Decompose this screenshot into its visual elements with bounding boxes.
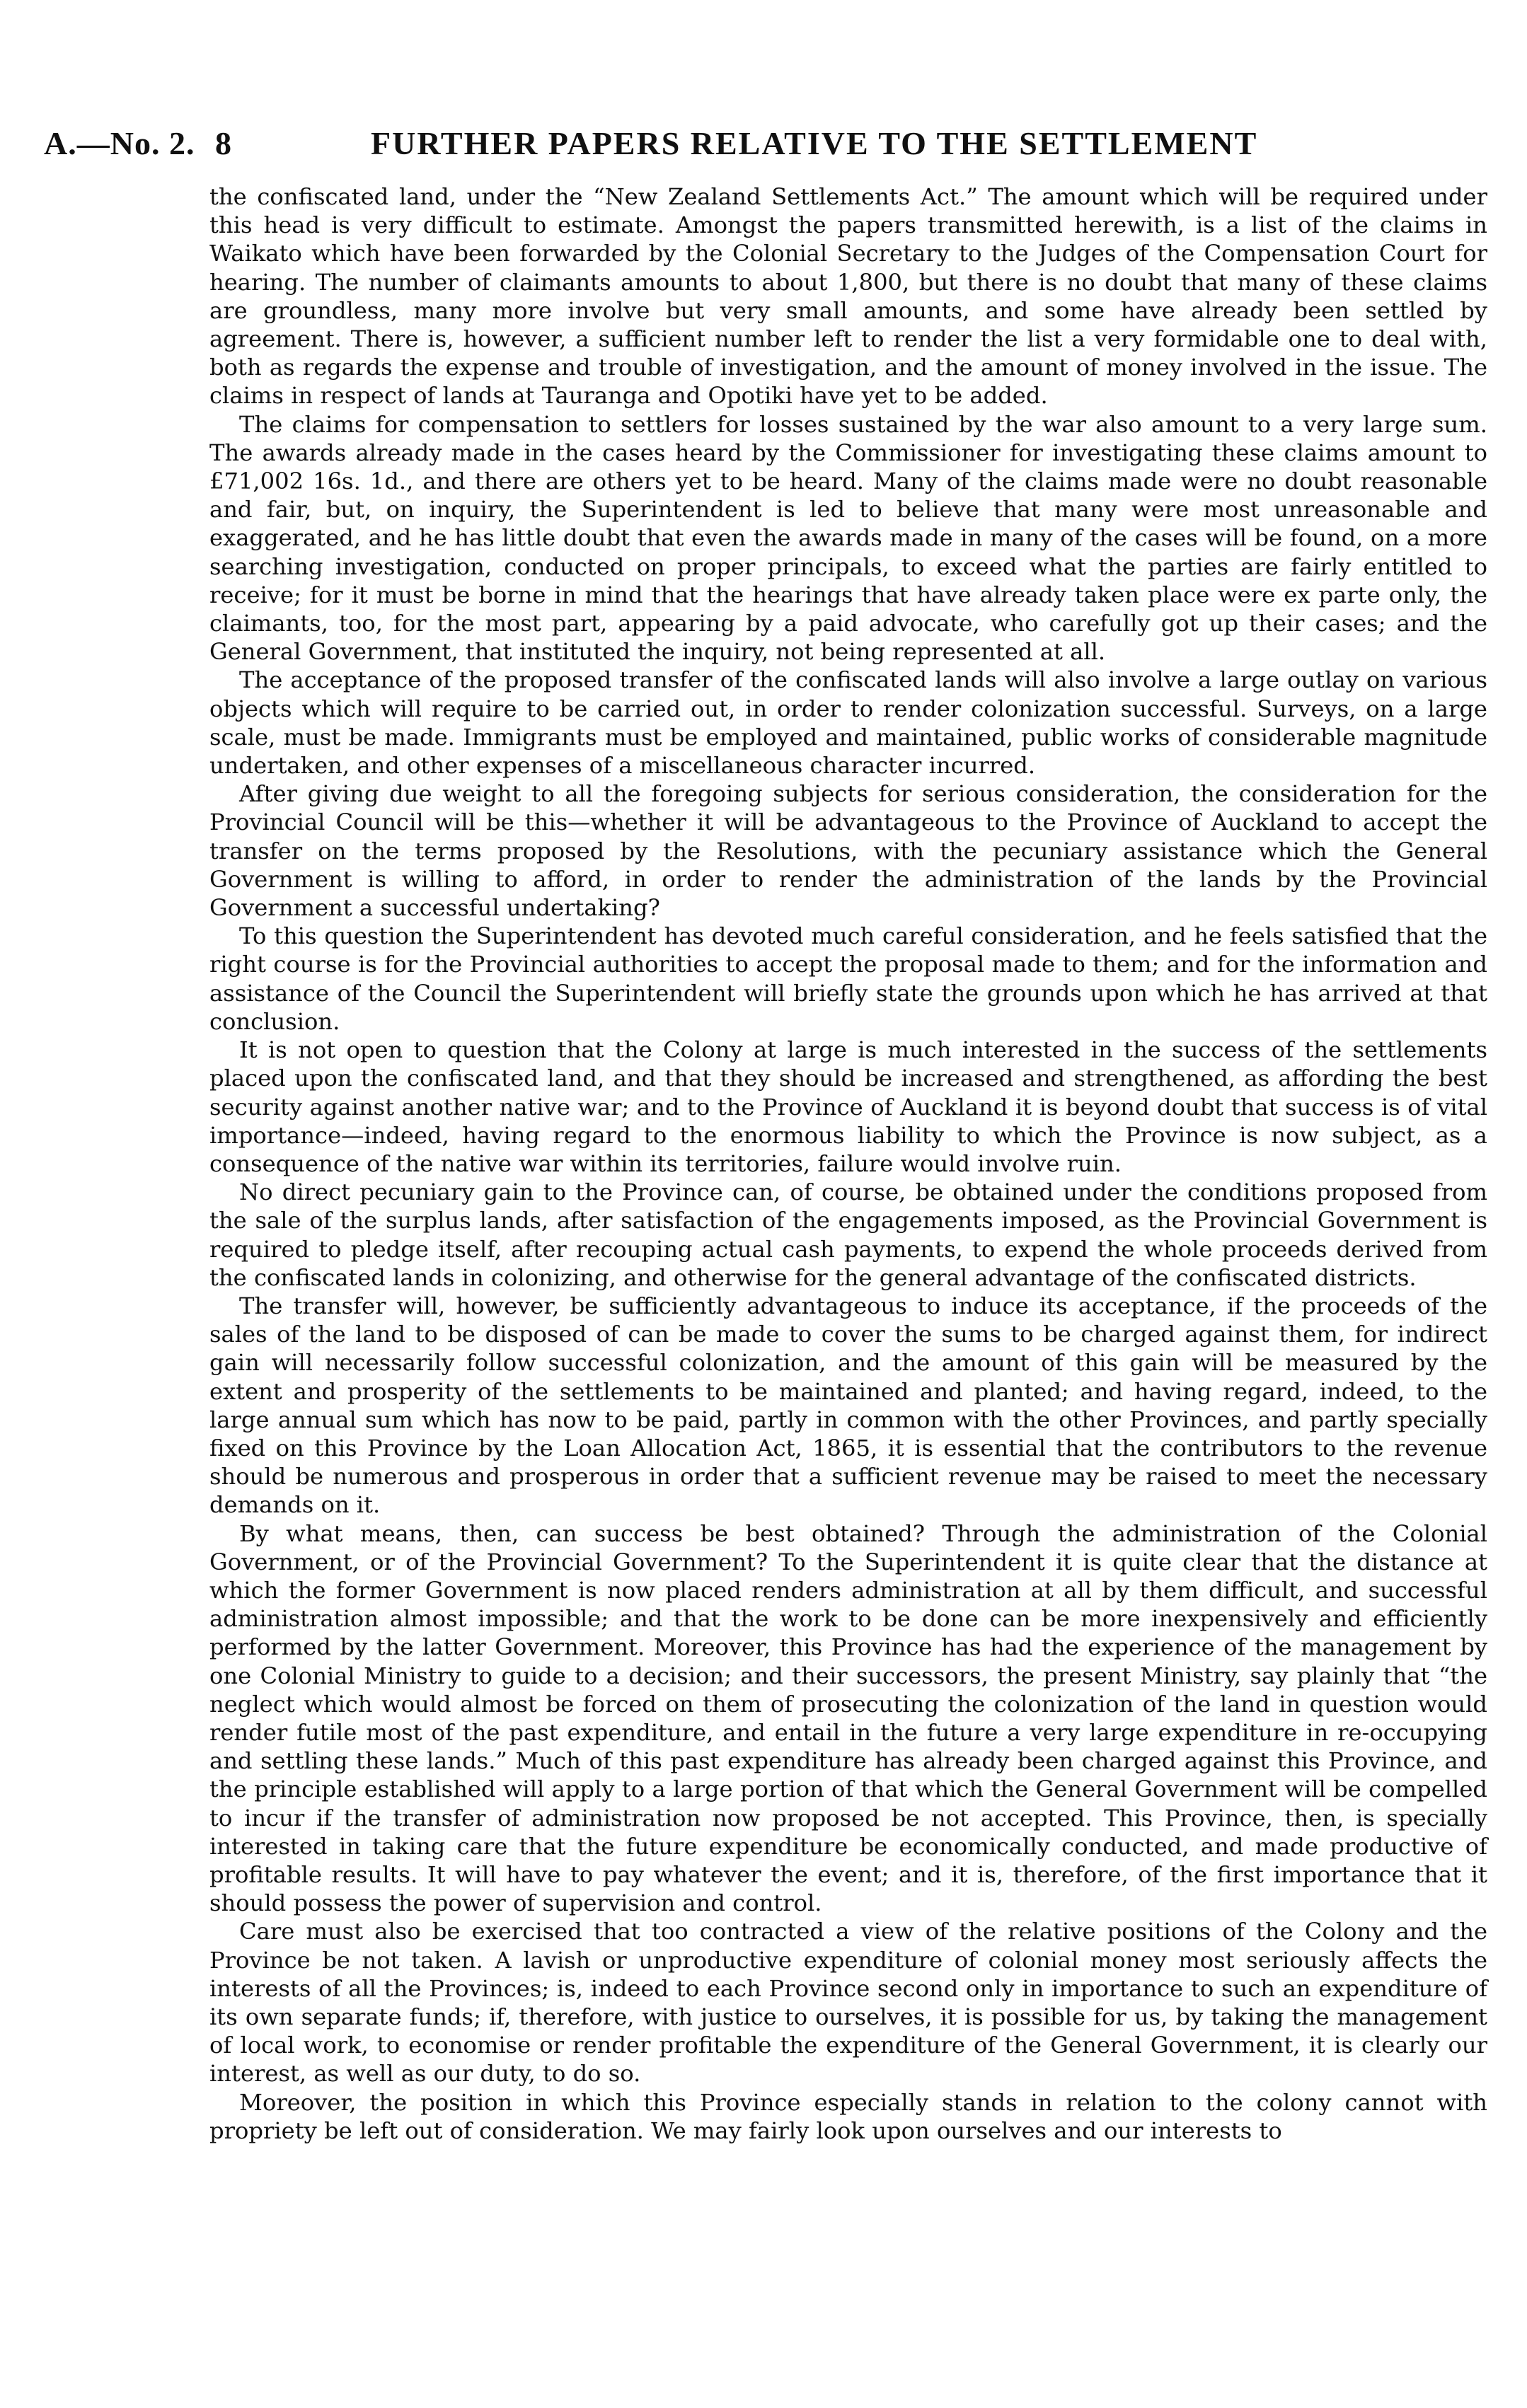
- paragraph: The transfer will, however, be sufficiently advantageous to induce its acceptance, if the proceeds of the sales of the land to be disposed of can be made to cover the sums to be charged against them, for indirect gain will necessarily follow successful colonization, and the amount of this gain will be measured by the extent and prosperity of the settlements to be maintained and planted; and having regard, indeed, to the large annual sum which has now to be paid, partly in common with the other Provinces, and partly specially fixed on this Province by the Loan Allocation Act, 1865, it is essential that the contributors to the revenue should be numerous and prosperous in order that a sufficient revenue may be raised to meet the necessary demands on it.: [209, 1292, 1487, 1519]
- page-header: [44, 119, 1480, 168]
- running-title: FURTHER PAPERS RELATIVE TO THE SETTLEMENT: [371, 125, 1258, 161]
- paper-reference: A.—No. 2.: [44, 125, 195, 161]
- paragraph: It is not open to question that the Colony at large is much interested in the success of the settlements placed upon the confiscated land, and that they should be increased and strengthened, as affording the best security against another native war; and to the Province of Auckland it is beyond doubt that success is of vital importance—indeed, having regard to the enormous liability to which the Province is now subject, as a consequence of the native war within its territories, failure would involve ruin.: [209, 1036, 1487, 1177]
- body-text: [209, 183, 1487, 2145]
- page-number: 8: [215, 125, 231, 161]
- paragraph: To this question the Superintendent has devoted much careful consideration, and he feels satisfied that the right course is for the Provincial authorities to accept the proposal made to them; and for the information and assistance of the Council the Superintendent will briefly state the grounds upon which he has arrived at that conclusion.: [209, 922, 1487, 1035]
- paragraph: Moreover, the position in which this Province especially stands in relation to the colony cannot with propriety be left out of consideration. We may fairly look upon ourselves and our interests to: [209, 2088, 1487, 2144]
- paragraph: The claims for compensation to settlers for losses sustained by the war also amount to a very large sum. The awards already made in the cases heard by the Commissioner for investigating these claims amount to £71,002 16s. 1d., and there are others yet to be heard. Many of the claims made were no doubt reasonable and fair, but, on inquiry, the Superintendent is led to believe that many were most unreasonable and exaggerated, and he has little doubt that even the awards made in many of the cases will be found, on a more searching investigation, conducted on proper principals, to exceed what the parties are fairly entitled to receive; for it must be borne in mind that the hearings that have already taken place were ex parte only, the claimants, too, for the most part, appearing by a paid advocate, who carefully got up their cases; and the General Government, that instituted the inquiry, not being represented at all.: [209, 410, 1487, 666]
- paragraph: No direct pecuniary gain to the Province can, of course, be obtained under the conditions proposed from the sale of the surplus lands, after satisfaction of the engagements imposed, as the Provincial Government is required to pledge itself, after recouping actual cash payments, to expend the whole proceeds derived from the confiscated lands in colonizing, and otherwise for the general advantage of the confiscated districts.: [209, 1179, 1487, 1291]
- paragraph: The acceptance of the proposed transfer of the confiscated lands will also involve a large outlay on various objects which will require to be carried out, in order to render colonization successful. Surveys, on a large scale, must be made. Immigrants must be employed and maintained, public works of considerable magnitude undertaken, and other expenses of a miscellaneous character incurred.: [209, 666, 1487, 780]
- paragraph: the confiscated land, under the “New Zealand Settlements Act.” The amount which will be required under this head is very difficult to estimate. Amongst the papers transmitted herewith, is a list of the claims in Waikato which have been forwarded by the Colonial Secretary to the Judges of the Compensation Court for hearing. The number of claimants amounts to about 1,800, but there is no doubt that many of these claims are groundless, many more involve but very small amounts, and some have already been settled by agreement. There is, however, a sufficient number left to render the list a very formidable one to deal with, both as regards the expense and trouble of investigation, and the amount of money involved in the issue. The claims in respect of lands at Tauranga and Opotiki have yet to be added.: [209, 183, 1487, 410]
- paragraph: By what means, then, can success be best obtained? Through the administration of the Colonial Government, or of the Provincial Government? To the Superintendent it is quite clear that the distance at which the former Government is now placed renders administration at all by them difficult, and successful administration almost impossible; and that the work to be done can be more inexpensively and efficiently performed by the latter Government. Moreover, this Province has had the experience of the management by one Colonial Ministry to guide to a decision; and their successors, the present Ministry, say plainly that “the neglect which would almost be forced on them of prosecuting the colonization of the land in question would render futile most of the past expenditure, and entail in the future a very large expenditure in re-occupying and settling these lands.” Much of this past expenditure has already been charged against this Province, and the principle established will apply to a large portion of that which the General Government will be compelled to incur if the transfer of administration now proposed be not accepted. This Province, then, is specially interested in taking care that the future expenditure be economically conducted, and made productive of profitable results. It will have to pay whatever the event; and it is, therefore, of the first importance that it should possess the power of supervision and control.: [209, 1520, 1487, 1917]
- paragraph: Care must also be exercised that too contracted a view of the relative positions of the Colony and the Province be not taken. A lavish or unproductive expenditure of colonial money most seriously affects the interests of all the Provinces; is, indeed to each Province second only in importance to such an expenditure of its own separate funds; if, therefore, with justice to ourselves, it is possible for us, by taking the management of local work, to economise or render profitable the expenditure of the General Government, it is clearly our interest, as well as our duty, to do so.: [209, 1918, 1487, 2088]
- paragraph: After giving due weight to all the foregoing subjects for serious consideration, the consideration for the Provincial Council will be this—whether it will be advantageous to the Province of Auckland to accept the transfer on the terms proposed by the Resolutions, with the pecuniary assistance which the General Government is willing to afford, in order to render the administration of the lands by the Provincial Government a successful undertaking?: [209, 780, 1487, 922]
